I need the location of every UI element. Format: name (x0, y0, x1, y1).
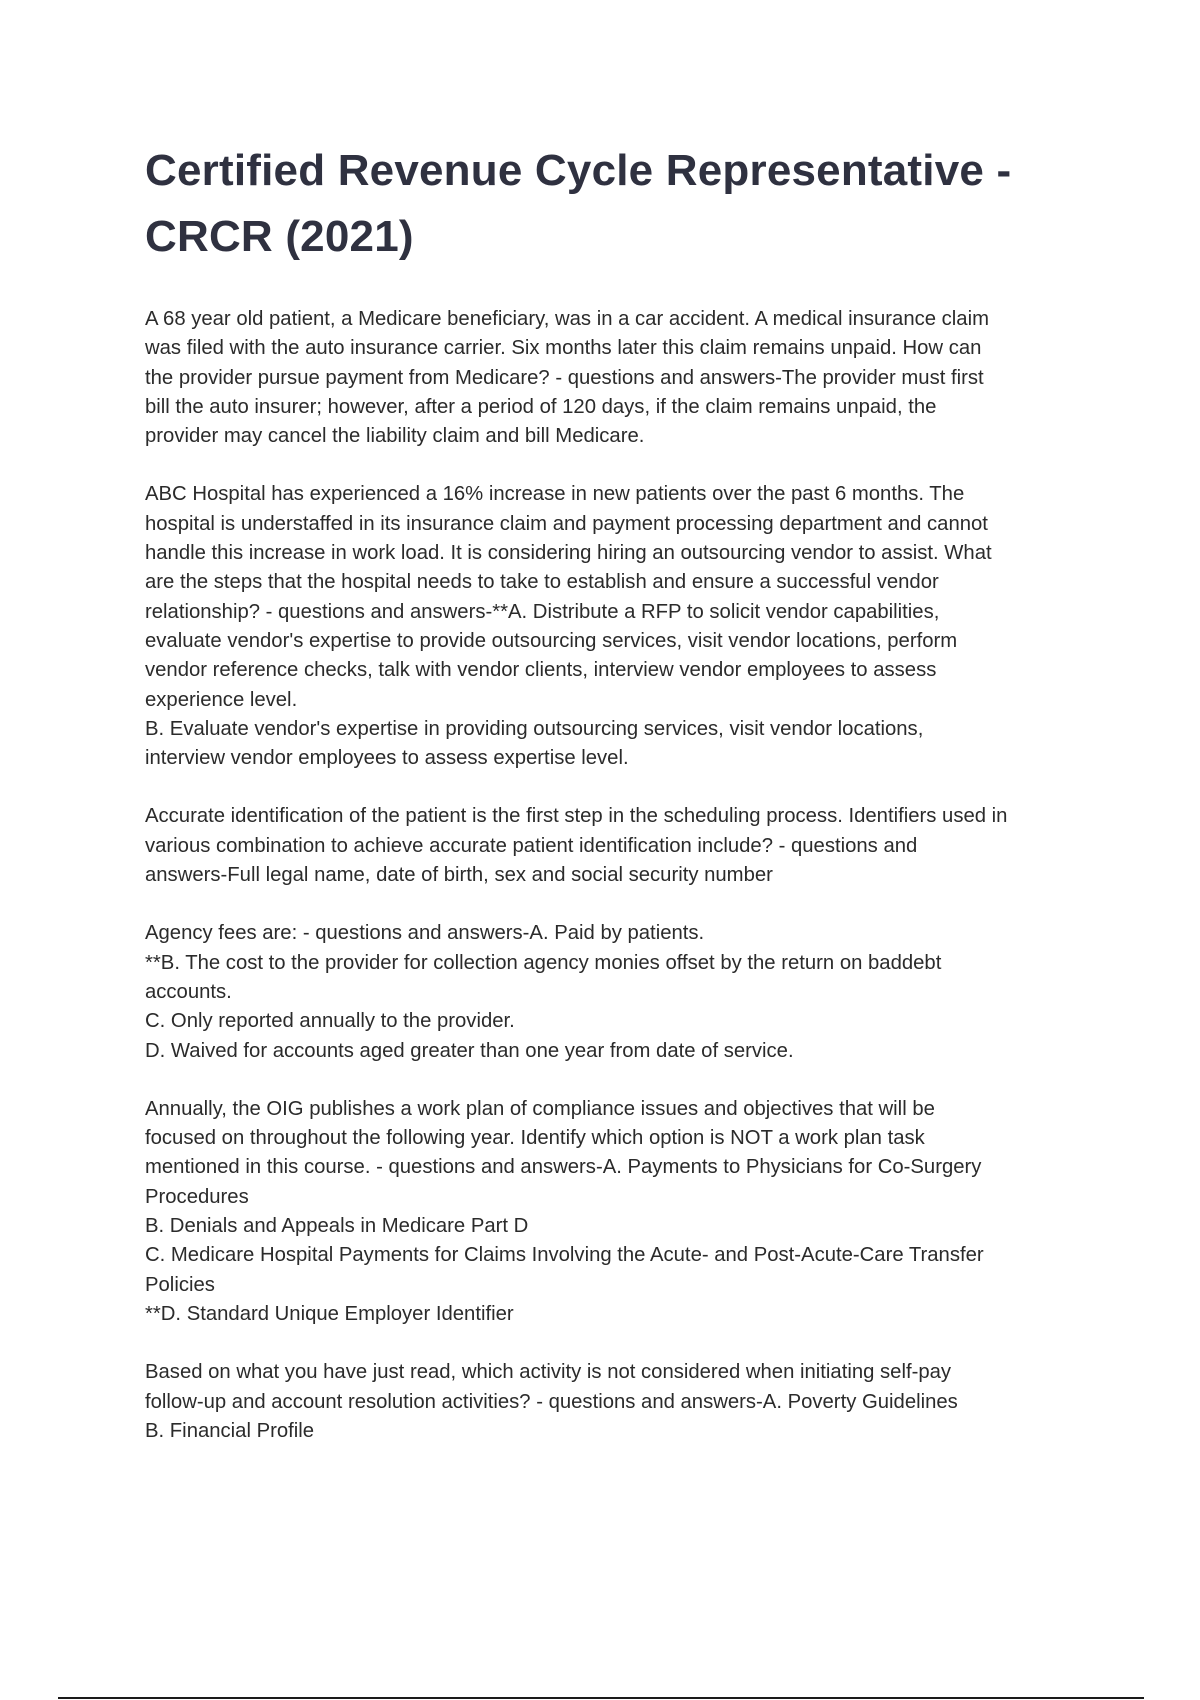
qa-content (145, 305, 1095, 1475)
text-line: handle this increase in work load. It is considering hiring an outsourcing vendor to assist. What (145, 542, 992, 565)
text-line: the provider pursue payment from Medicare? - questions and answers-The provider must first (145, 366, 984, 389)
qa-block-agency-fees (145, 919, 1095, 1065)
text-line: mentioned in this course. - questions and answers-A. Payments to Physicians for Co-Surgery (145, 1156, 982, 1179)
text-line: various combination to achieve accurate patient identification include? - questions and (145, 834, 918, 857)
text-line: **D. Standard Unique Employer Identifier (145, 1302, 514, 1325)
text-line: was filed with the auto insurance carrier. Six months later this claim remains unpaid. How can (145, 337, 982, 360)
text-line: are the steps that the hospital needs to take to establish and ensure a successful vendor (145, 571, 939, 594)
text-line: A 68 year old patient, a Medicare beneficiary, was in a car accident. A medical insurance claim (145, 308, 989, 330)
page-title (145, 138, 1105, 270)
text-line: provider may cancel the liability claim and bill Medicare. (145, 425, 645, 448)
text-line: focused on throughout the following year. Identify which option is NOT a work plan task (145, 1127, 925, 1150)
text-line: B. Evaluate vendor's expertise in providing outsourcing services, visit vendor locations, (145, 717, 924, 740)
qa-block-outsourcing-vendor (145, 480, 1095, 773)
text-line: interview vendor employees to assess expertise level. (145, 747, 629, 770)
text-line: Based on what you have just read, which activity is not considered when initiating self-pay (145, 1361, 952, 1384)
text-line: C. Medicare Hospital Payments for Claims Involving the Acute- and Post-Acute-Care Transfer (145, 1244, 984, 1267)
text-line: vendor reference checks, talk with vendor clients, interview vendor employees to assess (145, 659, 937, 682)
qa-block-medicare-auto-claim (145, 305, 1095, 451)
text-line: ABC Hospital has experienced a 16% increase in new patients over the past 6 months. The (145, 483, 965, 506)
qa-block-patient-identification (145, 802, 1095, 890)
text-line: Agency fees are: - questions and answers-A. Paid by patients. (145, 922, 705, 945)
text-line: B. Denials and Appeals in Medicare Part D (145, 1215, 529, 1238)
text-line: bill the auto insurer; however, after a period of 120 days, if the claim remains unpaid, the (145, 395, 937, 418)
page-bottom-divider (58, 1697, 1144, 1699)
text-line: hospital is understaffed in its insurance claim and payment processing department and cannot (145, 512, 988, 535)
text-line: B. Financial Profile (145, 1419, 315, 1442)
text-line: evaluate vendor's expertise to provide outsourcing services, visit vendor locations, perform (145, 629, 958, 652)
qa-block-self-pay-followup (145, 1358, 1095, 1446)
text-line: Policies (145, 1273, 215, 1296)
text-line: relationship? - questions and answers-**A. Distribute a RFP to solicit vendor capabilities, (145, 600, 940, 623)
title-line-1: Certified Revenue Cycle Representative - (145, 146, 1012, 195)
text-line: Procedures (145, 1185, 249, 1208)
text-line: Accurate identification of the patient is the first step in the scheduling process. Identifiers used in (145, 805, 1008, 828)
qa-block-oig-work-plan (145, 1095, 1095, 1329)
text-line: accounts. (145, 980, 232, 1003)
title-line-2: CRCR (2021) (145, 212, 414, 261)
text-line: Annually, the OIG publishes a work plan of compliance issues and objectives that will be (145, 1097, 935, 1120)
text-line: follow-up and account resolution activities? - questions and answers-A. Poverty Guidelines (145, 1390, 958, 1413)
text-line: D. Waived for accounts aged greater than one year from date of service. (145, 1039, 794, 1062)
text-line: answers-Full legal name, date of birth, sex and social security number (145, 864, 773, 887)
text-line: **B. The cost to the provider for collection agency monies offset by the return on baddebt (145, 951, 942, 974)
text-line: C. Only reported annually to the provider. (145, 1010, 515, 1033)
text-line: experience level. (145, 688, 298, 711)
